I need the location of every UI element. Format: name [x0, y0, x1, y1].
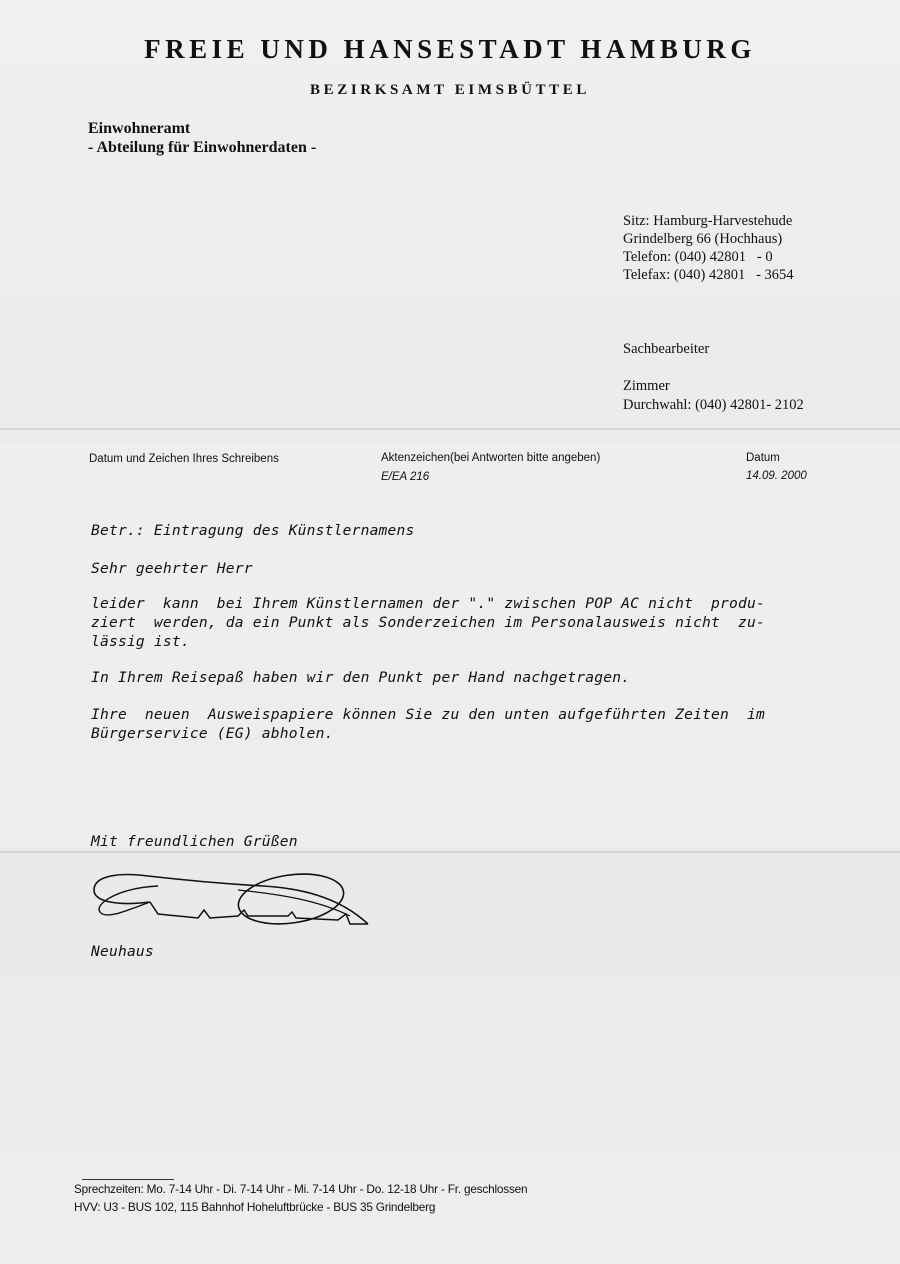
date-label: Datum	[746, 452, 780, 464]
paragraph-2: In Ihrem Reisepaß haben wir den Punkt per Hand nachgetragen.	[91, 669, 631, 686]
letterhead-title: FREIE UND HANSESTADT HAMBURG	[144, 34, 756, 64]
address-seat: Sitz: Hamburg-Harvestehude	[623, 213, 793, 229]
clerk-label: Sachbearbeiter	[623, 341, 710, 357]
footer-divider	[82, 1179, 174, 1180]
address-fax: Telefax: (040) 42801 - 3654	[623, 267, 794, 283]
date-value: 14.09. 2000	[746, 470, 807, 482]
room-label: Zimmer	[623, 378, 670, 394]
fold-line-lower	[0, 851, 900, 853]
paragraph-1-line-1: leider kann bei Ihrem Künstlernamen der "." zwischen POP AC nicht produ-	[91, 595, 765, 612]
paragraph-3-line-1: Ihre neuen Ausweispapiere können Sie zu den unten aufgeführten Zeiten im	[91, 706, 765, 723]
letterhead-subtitle: BEZIRKSAMT EIMSBÜTTEL	[310, 82, 590, 98]
file-number-label: Aktenzeichen(bei Antworten bitte angeben)	[381, 452, 601, 464]
address-phone: Telefon: (040) 42801 - 0	[623, 249, 773, 265]
your-reference-label: Datum und Zeichen Ihres Schreibens	[89, 453, 279, 465]
fold-line-upper	[0, 428, 900, 430]
paragraph-3-line-2: Bürgerservice (EG) abholen.	[91, 725, 334, 742]
office-hours: Sprechzeiten: Mo. 7-14 Uhr - Di. 7-14 Uhr - Mi. 7-14 Uhr - Do. 12-18 Uhr - Fr. geschlossen	[74, 1182, 528, 1196]
letter-subject: Betr.: Eintragung des Künstlernamens	[91, 522, 415, 539]
letter-salutation: Sehr geehrter Herr	[91, 560, 253, 577]
transit-info: HVV: U3 - BUS 102, 115 Bahnhof Hoheluftbrücke - BUS 35 Grindelberg	[74, 1200, 436, 1214]
signer-name: Neuhaus	[91, 943, 154, 960]
address-street: Grindelberg 66 (Hochhaus)	[623, 231, 783, 247]
file-number-value: E/EA 216	[381, 471, 430, 483]
letter-closing: Mit freundlichen Grüßen	[91, 833, 298, 850]
direct-dial: Durchwahl: (040) 42801- 2102	[623, 397, 804, 413]
division-name: - Abteilung für Einwohnerdaten -	[88, 139, 317, 156]
paragraph-1-line-3: lässig ist.	[91, 633, 190, 650]
department-name: Einwohneramt	[88, 120, 191, 137]
paragraph-1-line-2: ziert werden, da ein Punkt als Sonderzeichen im Personalausweis nicht zu-	[91, 614, 765, 631]
handwritten-signature	[88, 866, 378, 936]
